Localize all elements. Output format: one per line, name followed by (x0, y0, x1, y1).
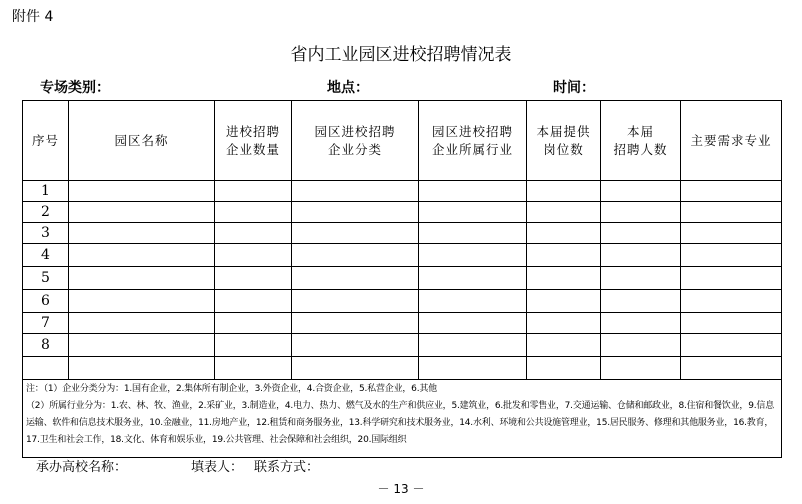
cell-enterprise-industry[interactable] (419, 223, 527, 244)
cell-enterprise-category[interactable] (292, 334, 419, 357)
cell-enterprise-industry[interactable] (419, 357, 527, 380)
location-label: 地点： (327, 80, 369, 96)
header-enterprise-industry: 园区进校招聘 企业所属行业 (419, 101, 527, 181)
notes-industry: （2）所属行业分为：1.农、林、牧、渔业，2.采矿业，3.制造业，4.电力、热力、燃气及水的生产和供应业，5.建筑业，6.批发和零售业，7.交通运输、仓储和邮政业，8.住宿和餐饮业，9.信息运输、软件和信息技术服务业，10.金融业，11.房地产业，12.租赁和商务服务业，13.科学研究和技术服务业，14.水利、环境和公共设施管理业，15.居民服务、修理和其他服务业，16.教育，17.卫生和社会工作，18.文化、体育和娱乐业，19.公共管理、社会保障和社会组织，20.国际组织 (26, 401, 775, 445)
cell-enterprise-category[interactable] (292, 244, 419, 267)
row-number: 1 (23, 181, 69, 202)
cell-hires[interactable] (601, 202, 681, 223)
cell-enterprise-industry[interactable] (419, 244, 527, 267)
page-number: － 13 － (377, 482, 425, 496)
header-seq: 序号 (23, 101, 69, 181)
table-row (23, 244, 782, 267)
cell-enterprise-count[interactable] (215, 181, 292, 202)
cell-majors[interactable] (681, 244, 782, 267)
cell-positions[interactable] (527, 267, 601, 290)
recruitment-table (22, 100, 782, 458)
cell-enterprise-count[interactable] (215, 267, 292, 290)
cell-enterprise-count[interactable] (215, 357, 292, 380)
notes-cell (23, 380, 782, 458)
cell-enterprise-category[interactable] (292, 223, 419, 244)
cell-enterprise-category[interactable] (292, 313, 419, 334)
notes-category: 注：（1）企业分类分为：1.国有企业，2.集体所有制企业，3.外资企业，4.合资企业，5.私营企业，6.其他 (26, 384, 437, 394)
table-row (23, 223, 782, 244)
table-row (23, 313, 782, 334)
row-number: 5 (23, 267, 69, 290)
cell-positions[interactable] (527, 202, 601, 223)
contact-label: 联系方式： (254, 460, 320, 475)
cell-positions[interactable] (527, 313, 601, 334)
table-row (23, 267, 782, 290)
cell-enterprise-industry[interactable] (419, 202, 527, 223)
cell-enterprise-count[interactable] (215, 313, 292, 334)
cell-enterprise-count[interactable] (215, 334, 292, 357)
cell-hires[interactable] (601, 334, 681, 357)
cell-park-name[interactable] (69, 267, 215, 290)
cell-positions[interactable] (527, 181, 601, 202)
cell-majors[interactable] (681, 334, 782, 357)
cell-enterprise-count[interactable] (215, 290, 292, 313)
row-number: 3 (23, 223, 69, 244)
cell-positions[interactable] (527, 334, 601, 357)
cell-hires[interactable] (601, 357, 681, 380)
table-row (23, 334, 782, 357)
row-number: 7 (23, 313, 69, 334)
cell-enterprise-industry[interactable] (419, 334, 527, 357)
cell-positions[interactable] (527, 290, 601, 313)
cell-hires[interactable] (601, 181, 681, 202)
cell-enterprise-industry[interactable] (419, 267, 527, 290)
cell-positions[interactable] (527, 244, 601, 267)
page-title: 省内工业园区进校招聘情况表 (290, 45, 512, 65)
cell-park-name[interactable] (69, 334, 215, 357)
cell-hires[interactable] (601, 290, 681, 313)
cell-enterprise-category[interactable] (292, 202, 419, 223)
header-enterprise-count: 进校招聘 企业数量 (215, 101, 292, 181)
cell-hires[interactable] (601, 267, 681, 290)
cell-majors[interactable] (681, 202, 782, 223)
cell-park-name[interactable] (69, 290, 215, 313)
header-row (23, 101, 782, 181)
cell-majors[interactable] (681, 313, 782, 334)
cell-hires[interactable] (601, 244, 681, 267)
cell-enterprise-industry[interactable] (419, 290, 527, 313)
cell-majors[interactable] (681, 223, 782, 244)
cell-majors[interactable] (681, 290, 782, 313)
cell-enterprise-count[interactable] (215, 202, 292, 223)
row-number: 2 (23, 202, 69, 223)
cell-enterprise-count[interactable] (215, 244, 292, 267)
row-number (23, 357, 69, 380)
header-majors: 主要需求专业 (681, 101, 782, 181)
cell-park-name[interactable] (69, 244, 215, 267)
cell-enterprise-count[interactable] (215, 223, 292, 244)
cell-majors[interactable] (681, 357, 782, 380)
cell-enterprise-category[interactable] (292, 181, 419, 202)
cell-positions[interactable] (527, 223, 601, 244)
cell-park-name[interactable] (69, 313, 215, 334)
cell-enterprise-industry[interactable] (419, 313, 527, 334)
cell-park-name[interactable] (69, 223, 215, 244)
header-positions: 本届提供 岗位数 (527, 101, 601, 181)
header-hires: 本届 招聘人数 (601, 101, 681, 181)
filler-label: 填表人： (191, 460, 244, 475)
cell-park-name[interactable] (69, 202, 215, 223)
attachment-label: 附件 4 (12, 9, 54, 25)
row-number: 6 (23, 290, 69, 313)
cell-positions[interactable] (527, 357, 601, 380)
cell-majors[interactable] (681, 267, 782, 290)
table-row (23, 202, 782, 223)
cell-park-name[interactable] (69, 181, 215, 202)
table-row (23, 357, 782, 380)
cell-park-name[interactable] (69, 357, 215, 380)
row-number: 8 (23, 334, 69, 357)
cell-hires[interactable] (601, 313, 681, 334)
header-park-name: 园区名称 (69, 101, 215, 181)
cell-enterprise-industry[interactable] (419, 181, 527, 202)
session-type-label: 专场类别： (40, 80, 110, 96)
host-school-label: 承办高校名称： (36, 460, 128, 475)
row-number: 4 (23, 244, 69, 267)
table-row (23, 181, 782, 202)
cell-enterprise-category[interactable] (292, 290, 419, 313)
header-enterprise-category: 园区进校招聘 企业分类 (292, 101, 419, 181)
cell-majors[interactable] (681, 181, 782, 202)
time-label: 时间： (553, 80, 595, 96)
table-row (23, 290, 782, 313)
cell-enterprise-category[interactable] (292, 267, 419, 290)
cell-hires[interactable] (601, 223, 681, 244)
notes-row (23, 380, 782, 458)
cell-enterprise-category[interactable] (292, 357, 419, 380)
